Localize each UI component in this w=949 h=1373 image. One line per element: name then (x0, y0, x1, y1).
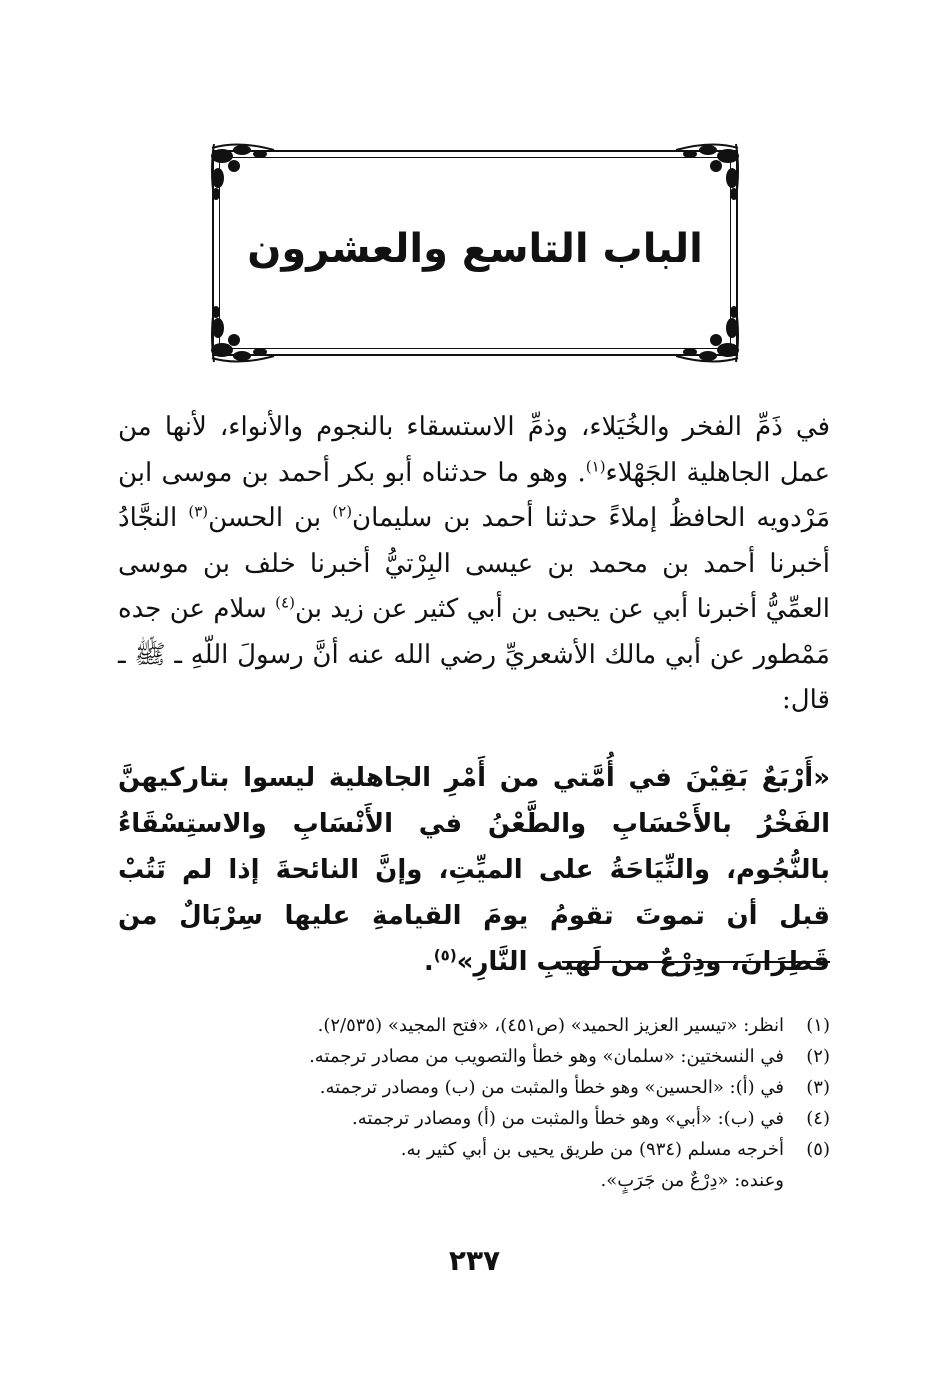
footnote-item (200, 1103, 830, 1134)
chapter-title-frame (212, 150, 738, 356)
footnote-divider (562, 961, 830, 963)
page-number: ٢٣٧ (448, 1244, 501, 1277)
footnote-item (200, 1072, 830, 1103)
footnote-ref[interactable]: (٤) (275, 593, 295, 612)
footnote-ref[interactable]: (٣) (188, 502, 209, 521)
footnotes (200, 1010, 830, 1196)
body-text-part: سلام عن جده مَمْطور عن أبي مالك الأشعريِّ رضي الله عنه أنَّ رسولَ اللّهِ ـ ﷺ ـ قال: (118, 594, 830, 715)
body-text-part: . وهو ما حدثناه أبو بكر أحمد بن موسى ابن مَرْدويه الحافظُ إملاءً حدثنا أحمد بن سليمان (118, 457, 830, 533)
floral-ornament-icon (672, 306, 742, 366)
footnote-number: (٥) (806, 1139, 830, 1160)
hadith-quote (118, 755, 830, 985)
floral-ornament-icon (672, 140, 742, 200)
footnote-number: (٣) (806, 1077, 830, 1098)
footnote-ref[interactable]: (١) (585, 456, 606, 475)
hadith-text: «أَرْبَعٌ بَقِيْنَ في أُمَّتي من أَمْرِ الجاهلية ليسوا بتاركيهنَّ الفَخْرُ بالأَحْسَابِ والطَّعْنُ في الأَنْسَابِ والاستِسْقَاءُ بالنُّجُوم، والنِّيَاحَةُ على الميِّتِ، وإنَّ النائحةَ إذا لم تَتُبْ قبل أن تموتَ تقومُ يومَ القيامةِ عليها سِرْبَالٌ من قَطِرَانَ، ودِرْعٌ من لَهيبِ النَّارِ» (118, 763, 830, 977)
floral-ornament-icon (208, 140, 278, 200)
body-paragraph (118, 405, 830, 724)
body-text-part: بن الحسن (208, 503, 333, 533)
footnote-item (200, 1041, 830, 1072)
footnote-number: (١) (806, 1015, 830, 1036)
footnote-text: في النسختين: «سلمان» وهو خطأ والتصويب من مصادر ترجمته. (309, 1046, 784, 1067)
footnote-number: (٢) (806, 1046, 830, 1067)
footnote-text: في (أ): «الحسين» وهو خطأ والمثبت من (ب) ومصادر ترجمته. (319, 1077, 784, 1098)
footnote-text: انظر: «تيسير العزيز الحميد» (ص٤٥١)، «فتح المجيد» (٢/٥٣٥). (317, 1015, 784, 1036)
footnote-text: في (ب): «أبي» وهو خطأ والمثبت من (أ) ومصادر ترجمته. (352, 1108, 784, 1129)
footnote-continuation: وعنده: «دِرْعٌ من جَرَبٍ». (600, 1170, 784, 1191)
body-text-part: في ذَمِّ الفخر والخُيَلاء، وذمِّ الاستسقاء بالنجوم والأنواء، لأنها من عمل الجاهلية الجَهْلاء (118, 412, 830, 488)
footnote-ref[interactable]: (٥) (433, 946, 457, 965)
footnote-text: أخرجه مسلم (٩٣٤) من طريق يحيى بن أبي كثير به. (400, 1139, 784, 1160)
footnote-ref[interactable]: (٢) (332, 502, 353, 521)
footnote-item (200, 1010, 830, 1041)
footnote-item (200, 1134, 830, 1165)
footnote-number: (٤) (806, 1108, 830, 1129)
floral-ornament-icon (208, 306, 278, 366)
body-text-part: النجَّادُ أخبرنا أحمد بن محمد بن عيسى البِرْتيُّ أخبرنا خلف بن موسى العمِّيُّ أخبرنا أبي عن يحيى بن أبي كثير عن زيد بن (118, 503, 830, 624)
hadith-end: . (423, 947, 434, 977)
chapter-title: الباب التاسع والعشرون (247, 226, 703, 272)
